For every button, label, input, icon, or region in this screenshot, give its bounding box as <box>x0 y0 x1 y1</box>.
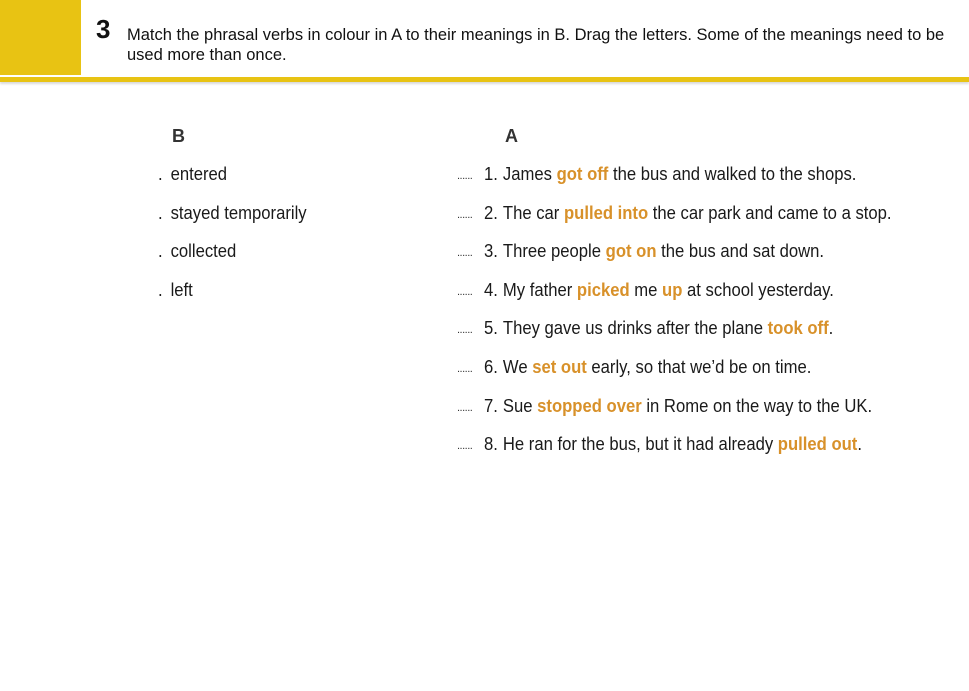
phrasal-verb: stopped over <box>537 394 642 416</box>
sentence-row <box>457 240 937 279</box>
answer-drop-slot[interactable]: ...... <box>457 324 473 337</box>
meanings-list <box>158 163 323 317</box>
exercise-number: 3 <box>96 14 111 44</box>
column-a-heading: A <box>505 126 518 146</box>
answer-drop-slot[interactable]: ...... <box>457 440 473 453</box>
meaning-label: left <box>170 278 193 300</box>
sentence-row <box>457 202 937 241</box>
answer-drop-slot[interactable]: ...... <box>457 247 473 260</box>
header-divider <box>0 77 969 82</box>
meaning-label: entered <box>170 163 228 184</box>
meaning-item-entered[interactable]: . entered <box>158 163 228 184</box>
meaning-item-stayed-temporarily[interactable]: . stayed temporarily <box>158 201 307 223</box>
answer-drop-slot[interactable]: ...... <box>457 401 473 414</box>
phrasal-verb: got off <box>556 163 609 184</box>
answer-drop-slot[interactable]: ...... <box>457 362 473 375</box>
answer-drop-slot[interactable]: ...... <box>457 170 473 182</box>
meaning-item-collected[interactable]: . collected <box>158 240 237 262</box>
phrasal-verb-particle: up <box>662 278 683 300</box>
phrasal-verb: pulled out <box>777 433 858 455</box>
exercise-header <box>0 0 969 78</box>
column-b-heading: B <box>172 126 185 146</box>
meaning-label: stayed temporarily <box>170 201 307 223</box>
sentence-row <box>457 356 937 395</box>
answer-drop-slot[interactable]: ...... <box>457 285 473 298</box>
sentence-row <box>457 395 937 434</box>
phrasal-verb: got on <box>605 240 657 262</box>
sentence-text: 8. He ran for the bus, but it had already pulled out. <box>484 433 862 455</box>
sentence-row <box>457 433 937 472</box>
sentence-text: 5. They gave us drinks after the plane took off. <box>484 317 834 339</box>
sentence-text: 4. My father picked me up at school yesterday. <box>484 278 834 300</box>
phrasal-verb: set out <box>532 355 587 377</box>
phrasal-verb: pulled into <box>563 201 649 223</box>
sentence-text: 7. Sue stopped over in Rome on the way to the UK. <box>484 394 873 416</box>
phrasal-verb: took off <box>767 317 829 339</box>
meaning-item-left[interactable]: . left <box>158 278 193 300</box>
sentence-row <box>457 317 937 356</box>
answer-drop-slot[interactable]: ...... <box>457 208 473 221</box>
meaning-label: collected <box>170 240 237 262</box>
exercise-instructions: Match the phrasal verbs in colour in A to their meanings in B. Drag the letters. Some of the meanings need to be used more than once. <box>127 26 945 64</box>
sentence-row <box>457 163 937 202</box>
sentence-text: 3. Three people got on the bus and sat down. <box>484 240 825 262</box>
sentence-row <box>457 279 937 318</box>
phrasal-verb: picked <box>576 278 630 300</box>
sentence-text: 2. The car pulled into the car park and came to a stop. <box>484 201 892 223</box>
header-accent-block <box>0 0 81 75</box>
sentence-text: 6. We set out early, so that we’d be on time. <box>484 355 812 377</box>
sentences-list <box>457 163 937 472</box>
sentence-text: 1. James got off the bus and walked to the shops. <box>484 163 857 184</box>
